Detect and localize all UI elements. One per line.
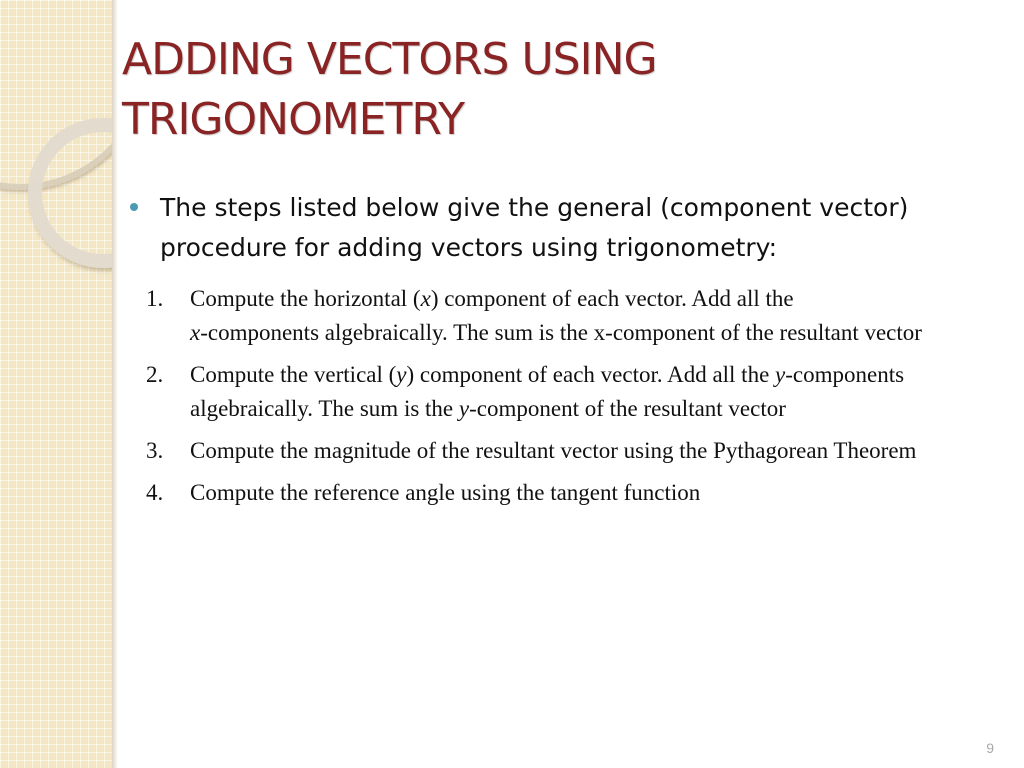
slide-title <box>122 30 982 150</box>
step-variable: y <box>775 362 786 387</box>
step-number: 1. <box>146 286 164 311</box>
step-variable: x <box>420 286 431 311</box>
step-number: 4. <box>146 480 164 505</box>
step-text <box>190 358 966 426</box>
step-item-2 <box>146 358 966 426</box>
step-item-1 <box>146 282 966 350</box>
step-text-part: -components algebraically. The sum is the x-component of the resultant vector <box>200 320 922 345</box>
page-number: 9 <box>986 740 994 756</box>
step-text-part: -components algebraically. The sum is the <box>190 362 905 421</box>
step-text-part: Compute the horizontal ( <box>190 286 421 311</box>
intro-bullet <box>130 188 980 268</box>
step-text-part: ) component of each vector. Add all the <box>430 286 794 311</box>
step-variable: x <box>190 320 201 345</box>
step-number: 2. <box>146 362 164 387</box>
step-text-part: Compute the vertical ( <box>190 362 397 387</box>
slide-title-line-1: ADDING VECTORS USING <box>122 34 657 85</box>
step-text <box>190 282 966 350</box>
step-number: 3. <box>146 438 164 463</box>
step-text: Compute the reference angle using the tangent function <box>190 480 701 505</box>
slide-title-line-2: TRIGONOMETRY <box>122 94 464 145</box>
step-text-part: ) component of each vector. Add all the <box>406 362 776 387</box>
decorative-side-band <box>0 0 112 768</box>
side-band-shadow <box>112 0 118 768</box>
step-variable: y <box>396 362 407 387</box>
step-text: Compute the magnitude of the resultant vector using the Pythagorean Theorem <box>190 438 917 463</box>
steps-list <box>146 282 966 518</box>
intro-bullet-text: The steps listed below give the general (component vector) procedure for adding vectors using trigonometry: <box>160 193 909 262</box>
step-item-4 <box>146 476 966 510</box>
step-variable: y <box>458 396 470 421</box>
step-item-3 <box>146 434 966 468</box>
bullet-dot-icon <box>130 203 138 211</box>
step-text-part: -component of the resultant vector <box>469 396 786 421</box>
